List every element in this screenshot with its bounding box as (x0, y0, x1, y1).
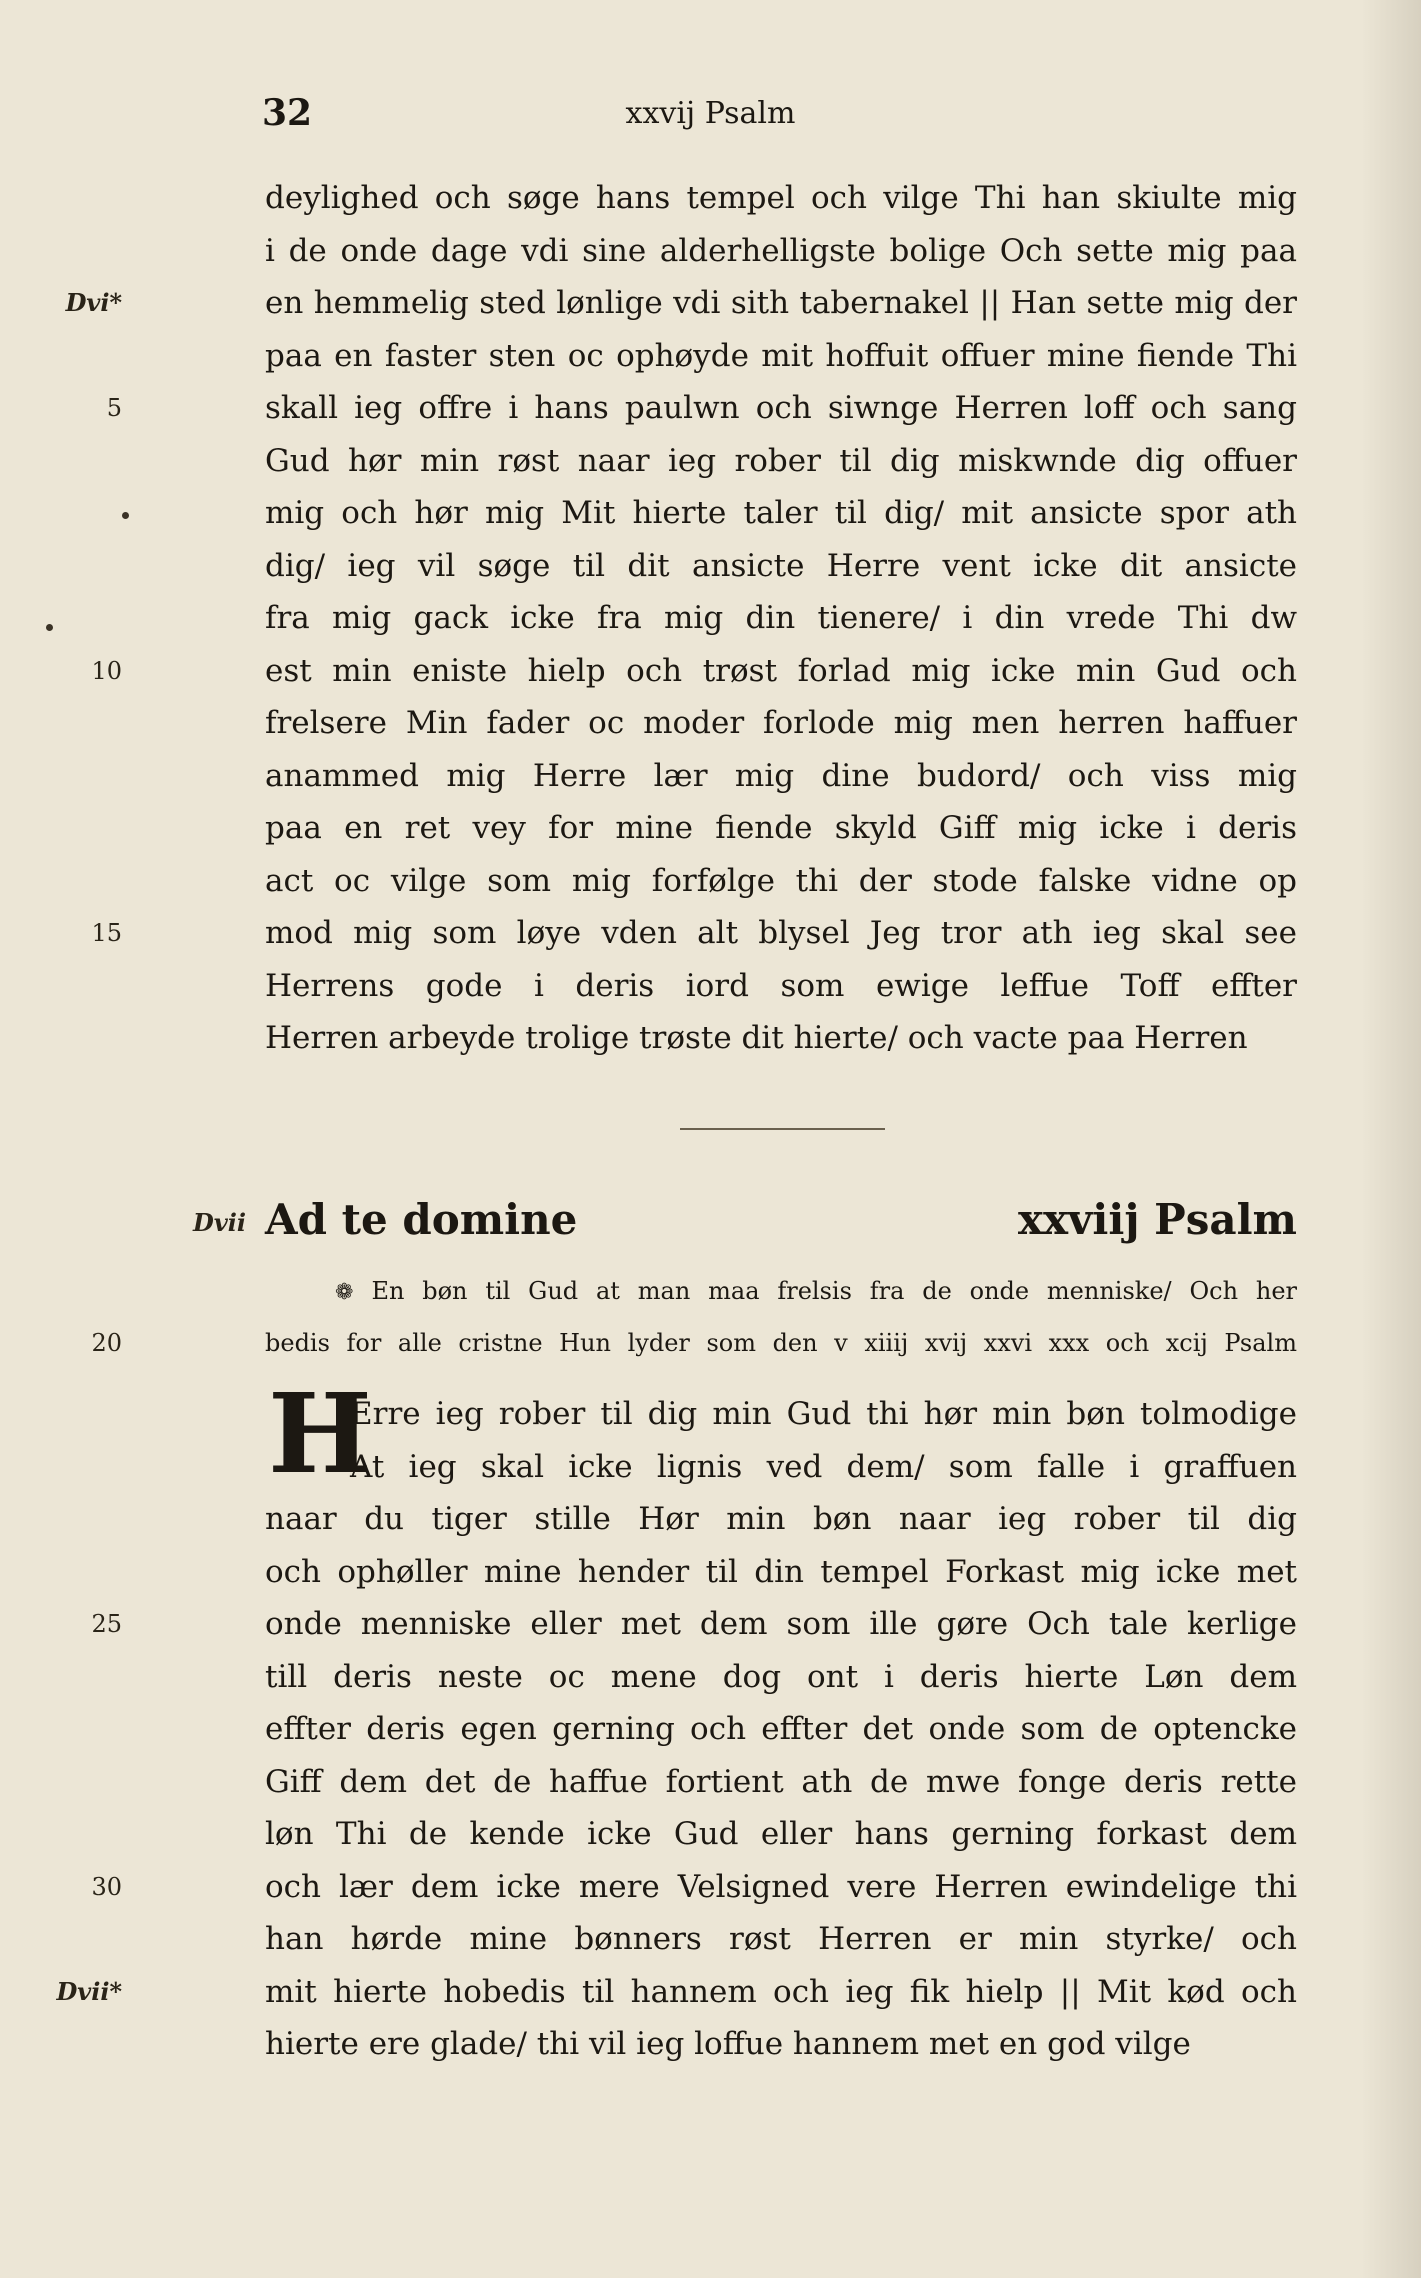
summary-line-content: En bøn til Gud at man maa frelsis fra de onde menniske/ Och her (371, 1277, 1297, 1305)
text-line (265, 1441, 1297, 1494)
text-line-content: Herrens gode i deris iord som ewige leffue Toff effter (265, 967, 1297, 1004)
text-line-content: och lær dem icke mere Velsigned vere Herren ewindelige thi (265, 1868, 1297, 1905)
text-line (265, 1493, 1297, 1546)
text-line-content: frelsere Min fader oc moder forlode mig men herren haffuer (265, 705, 1297, 741)
line-number: 20 (91, 1329, 122, 1357)
text-line-content: løn Thi de kende icke Gud eller hans gerning forkast dem (265, 1816, 1297, 1852)
text-line (265, 855, 1297, 908)
text-line (265, 1703, 1297, 1756)
text-line (265, 592, 1297, 645)
line-number: 25 (91, 1610, 122, 1638)
fleuron-icon: ❁ (335, 1280, 354, 1305)
text-line (265, 540, 1297, 593)
text-line (265, 1651, 1297, 1704)
summary-line (91, 1317, 1297, 1369)
line-number: 10 (91, 656, 122, 685)
text-line (265, 1756, 1297, 1809)
section-divider (680, 1128, 885, 1130)
psalm-title (265, 1195, 1297, 1255)
text-line-content: han hørde mine bønners røst Herren er min styrke/ och (265, 1921, 1297, 1957)
page-gutter-shadow (1361, 0, 1421, 2278)
text-line (265, 172, 1297, 225)
page-header (0, 92, 1421, 142)
text-line (91, 1861, 1297, 1914)
drop-cap-initial: H (268, 1369, 372, 1498)
text-line-content: fra mig gack icke fra mig din tienere/ i din vrede Thi dw (265, 600, 1297, 636)
text-line (265, 1012, 1297, 1065)
text-line-content: paa en faster sten oc ophøyde mit hoffuit offuer mine fiende Thi (265, 337, 1297, 374)
psalm-number: xxviij Psalm (1017, 1195, 1297, 1244)
text-line-content: till deris neste oc mene dog ont i deris hierte Løn dem (265, 1658, 1297, 1695)
text-line (265, 330, 1297, 383)
text-line (56, 1966, 1297, 2019)
text-line-content: naar du tiger stille Hør min bøn naar ieg rober til dig (265, 1501, 1297, 1537)
margin-signature: Dvii* (56, 1976, 122, 2006)
text-line (265, 697, 1297, 750)
psalm-incipit: Ad te domine (265, 1195, 578, 1244)
text-line-content: Giff dem det de haffue fortient ath de mwe fonge deris rette (265, 1763, 1297, 1800)
text-line (91, 645, 1297, 698)
psalm-xxvii-text (65, 172, 1297, 1065)
text-line-content: mit hierte hobedis til hannem och ieg fik hielp || Mit kød och (265, 1973, 1297, 2010)
text-line (265, 1913, 1297, 1966)
text-line-content: mod mig som løye vden alt blysel Jeg tror ath ieg skal see (265, 915, 1297, 951)
text-line (265, 960, 1297, 1013)
text-line (106, 382, 1297, 435)
psalm-summary (91, 1265, 1297, 1369)
text-line (265, 487, 1297, 540)
text-line-content: anammed mig Herre lær mig dine budord/ och viss mig (265, 757, 1297, 794)
summary-line (265, 1265, 1297, 1317)
text-line (265, 1808, 1297, 1861)
text-line-content: est min eniste hielp och trøst forlad mig icke min Gud och (265, 652, 1297, 689)
margin-signature: Dvii (193, 1208, 246, 1237)
margin-signature: Dvi* (65, 288, 122, 317)
text-line (91, 1598, 1297, 1651)
text-line (265, 1546, 1297, 1599)
text-line-content: i de onde dage vdi sine alderhelligste bolige Och sette mig paa (265, 232, 1297, 269)
running-head: xxvij Psalm (625, 96, 796, 131)
text-line-content: och ophøller mine hender til din tempel Forkast mig icke met (265, 1553, 1297, 1590)
text-line (265, 1388, 1297, 1441)
line-number: 15 (91, 919, 122, 947)
text-line-content: At ieg skal icke lignis ved dem/ som falle i graffuen (350, 1448, 1297, 1485)
summary-line-content: bedis for alle cristne Hun lyder som den v xiiij xvij xxvi xxx och xcij Psalm (265, 1329, 1297, 1357)
text-line-content: Gud hør min røst naar ieg rober til dig miskwnde dig offuer (265, 442, 1297, 479)
line-number: 5 (106, 394, 122, 422)
text-line (265, 802, 1297, 855)
text-line-content: mig och hør mig Mit hierte taler til dig/ mit ansicte spor ath (265, 495, 1297, 531)
text-line-content: act oc vilge som mig forfølge thi der stode falske vidne op (265, 862, 1297, 899)
text-line-content: en hemmelig sted lønlige vdi sith tabernakel || Han sette mig der (265, 285, 1297, 321)
text-line (91, 907, 1297, 960)
text-line (265, 2018, 1297, 2071)
text-line (265, 750, 1297, 803)
margin-dot (122, 512, 129, 519)
text-line-content: effter deris egen gerning och effter det onde som de optencke (265, 1711, 1297, 1747)
text-line-content: deylighed och søge hans tempel och vilge Thi han skiulte mig (265, 180, 1297, 216)
text-line (65, 277, 1297, 330)
text-line-content: skall ieg offre i hans paulwn och siwnge Herren loff och sang (265, 390, 1297, 426)
margin-dot (46, 624, 53, 631)
psalm-xxviii-text (56, 1388, 1297, 2071)
text-line-content: onde menniske eller met dem som ille gøre Och tale kerlige (265, 1606, 1297, 1642)
page-number: 32 (262, 92, 313, 134)
line-number: 30 (91, 1872, 122, 1901)
text-line-content: hierte ere glade/ thi vil ieg loffue hannem met en god vilge (265, 2026, 1191, 2062)
text-line-content: Erre ieg rober til dig min Gud thi hør min bøn tolmodige (350, 1396, 1297, 1432)
text-line-content: Herren arbeyde trolige trøste dit hierte/ och vacte paa Herren (265, 1020, 1248, 1056)
text-line (265, 225, 1297, 278)
text-line (265, 435, 1297, 488)
text-line-content: paa en ret vey for mine fiende skyld Giff mig icke i deris (265, 810, 1297, 846)
text-line-content: dig/ ieg vil søge til dit ansicte Herre vent icke dit ansicte (265, 547, 1297, 584)
